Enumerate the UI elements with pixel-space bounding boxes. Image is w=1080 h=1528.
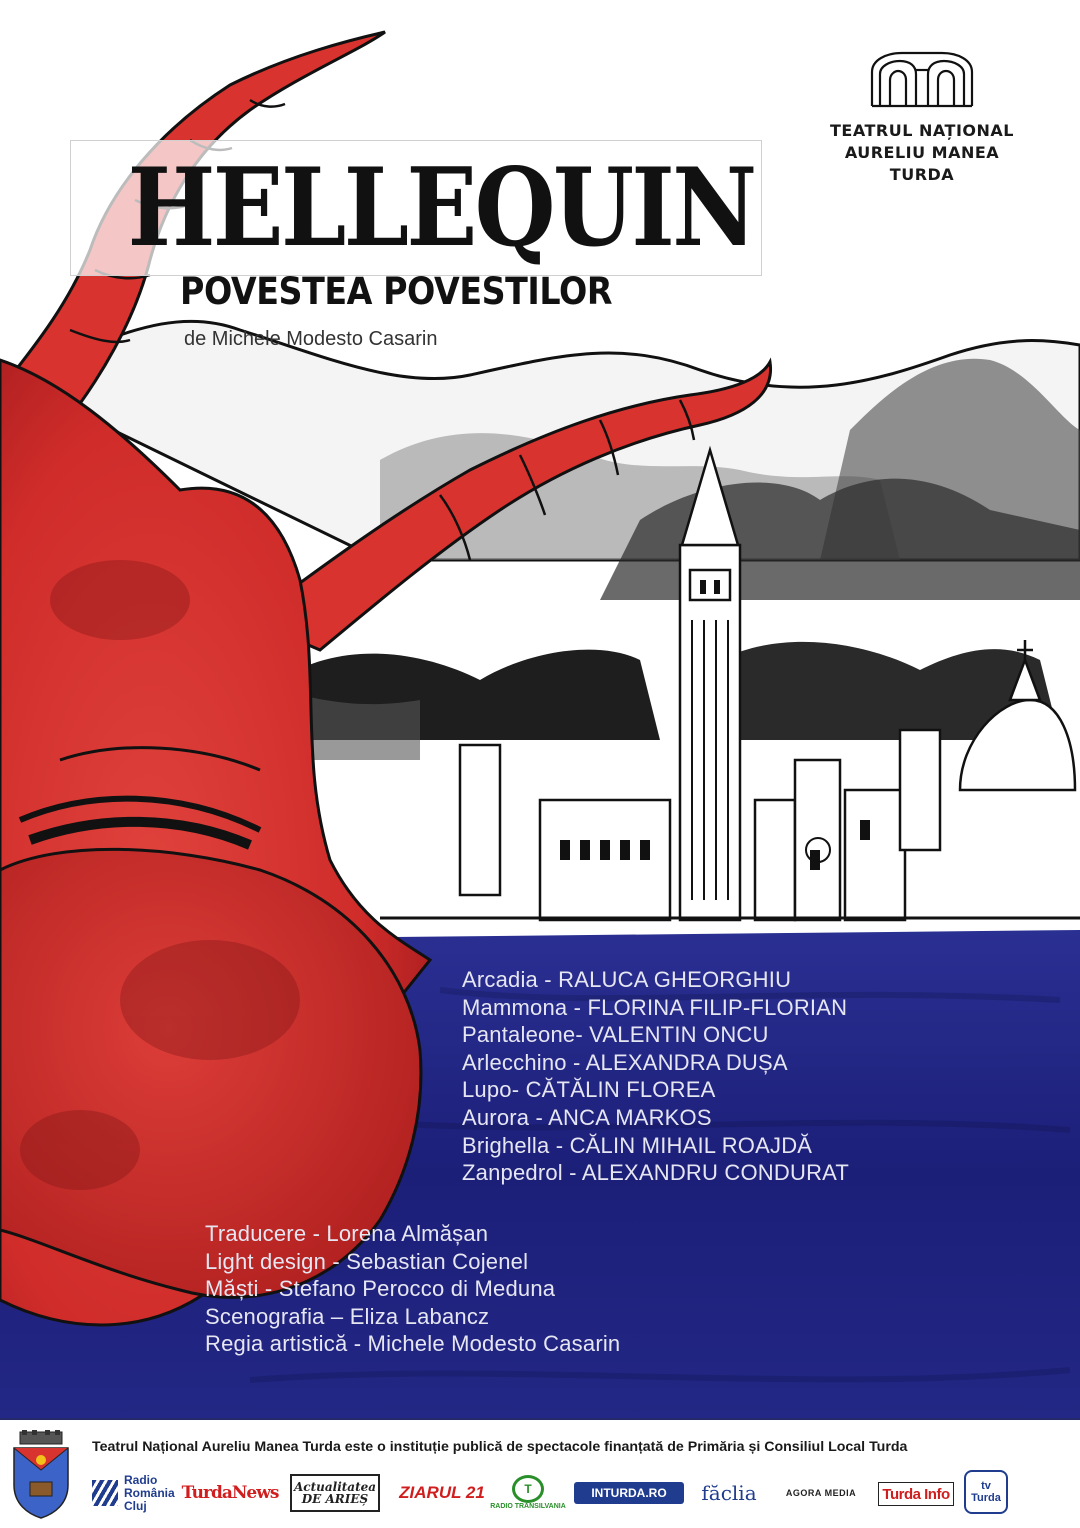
cast-role: Brighella: [462, 1132, 550, 1158]
credit-separator: -: [347, 1331, 368, 1357]
cast-item: [462, 994, 1022, 1022]
credit-item: [205, 1330, 825, 1358]
sponsor-logo: [290, 1474, 380, 1512]
cast-separator: -: [567, 994, 588, 1020]
credit-name: Eliza Labancz: [349, 1303, 490, 1329]
cast-separator: -: [529, 1104, 549, 1130]
cast-role: Lupo: [462, 1077, 512, 1103]
footer: [0, 1418, 1080, 1528]
cast-item: [462, 1049, 1022, 1077]
cast-actor: VALENTIN ONCU: [589, 1022, 769, 1048]
credit-role: Traducere: [205, 1221, 307, 1246]
sponsor-logo: [878, 1482, 954, 1506]
cast-item: [462, 1021, 1022, 1049]
cast-actor: FLORINA FILIP-FLORIAN: [587, 994, 848, 1020]
cast-separator: -: [538, 967, 559, 992]
sponsor-label: tv Turda: [971, 1480, 1001, 1504]
cast-role: Arlecchino: [462, 1049, 567, 1075]
sponsor-label: TurdaNews: [181, 1483, 279, 1503]
sponsor-label: Actualitatea DE ARIEȘ: [293, 1480, 377, 1506]
credit-role: Regia artistică: [205, 1331, 348, 1357]
cast-actor: CĂLIN MIHAIL ROAJDĂ: [569, 1132, 813, 1158]
cast-separator: -: [511, 1077, 526, 1103]
theatre-logo-icon: [868, 50, 976, 108]
credit-name: Lorena Almășan: [326, 1221, 489, 1246]
cast-role: Arcadia: [462, 967, 538, 992]
credits-list: [205, 1220, 825, 1358]
cast-actor: ALEXANDRU CONDURAT: [581, 1160, 850, 1186]
cast-separator: -: [562, 1160, 582, 1186]
cast-actor: ALEXANDRA DUȘA: [585, 1049, 788, 1075]
sponsor-label: Turda Info: [882, 1485, 950, 1503]
credit-role: Scenografia: [205, 1303, 325, 1329]
theatre-name: [820, 120, 1024, 186]
credit-separator: -: [306, 1221, 327, 1246]
sponsor-label: ZIARUL 21: [399, 1483, 485, 1502]
credit-name: Michele Modesto Casarin: [367, 1331, 621, 1357]
credit-role: Măști: [205, 1276, 259, 1302]
cast-separator: -: [575, 1022, 590, 1048]
sponsor-label: AGORA MEDIA: [785, 1488, 857, 1498]
cast-role: Aurora: [462, 1104, 530, 1130]
cast-item: [462, 1104, 1022, 1132]
sponsor-label: RADIO TRANSILVANIA: [490, 1503, 566, 1510]
footer-statement: Teatrul Național Aureliu Manea Turda este o instituție publică de spectacole finanțată de Primăria și Consiliul Local Turda: [92, 1439, 908, 1455]
cast-role: Zanpedrol: [462, 1160, 563, 1186]
sponsor-label: făclia: [701, 1481, 757, 1505]
cast-item: [462, 966, 1022, 994]
sponsor-logo: [181, 1474, 279, 1512]
sponsor-logo: [92, 1474, 184, 1512]
sponsor-logo: [772, 1474, 870, 1512]
credit-item: [205, 1303, 825, 1331]
credit-item: [205, 1220, 825, 1248]
sponsor-logo: [396, 1474, 488, 1512]
sponsor-label: INTURDA.RO: [591, 1486, 667, 1500]
theatre-name-line: AURELIU MANEA: [844, 143, 1000, 162]
credit-item: [205, 1248, 825, 1276]
sponsor-label: Radio România Cluj: [124, 1472, 175, 1513]
credit-separator: -: [258, 1276, 279, 1302]
cast-actor: RALUCA GHEORGHIU: [558, 967, 792, 992]
cast-item: [462, 1132, 1022, 1160]
cast-separator: -: [566, 1049, 586, 1075]
credit-separator: -: [326, 1248, 347, 1274]
credit-role: Light design: [205, 1248, 327, 1274]
sponsor-logo: [490, 1474, 566, 1512]
cast-item: [462, 1159, 1022, 1187]
cast-list: [462, 966, 1022, 1187]
show-author: de Michele Modesto Casarin: [184, 328, 438, 350]
credit-item: [205, 1275, 825, 1303]
credit-name: Sebastian Cojenel: [346, 1248, 529, 1274]
cast-actor: ANCA MARKOS: [548, 1104, 712, 1130]
sponsor-logo: [964, 1470, 1008, 1514]
cast-role: Mammona: [462, 994, 568, 1020]
sponsor-logos: [90, 1468, 1080, 1526]
show-title: HELLEQUIN: [127, 145, 755, 271]
credit-separator: –: [324, 1303, 350, 1329]
cast-item: [462, 1076, 1022, 1104]
sponsor-logo: [698, 1474, 760, 1512]
cast-role: Pantaleone: [462, 1022, 576, 1048]
sponsor-logo: [574, 1482, 684, 1504]
theatre-name-line: TURDA: [889, 165, 955, 184]
cast-separator: -: [549, 1132, 570, 1158]
show-subtitle: POVESTEA POVESTILOR: [180, 270, 613, 313]
radio-waves-icon: T: [512, 1475, 544, 1503]
credit-name: Stefano Perocco di Meduna: [278, 1276, 556, 1302]
cast-actor: CĂTĂLIN FLOREA: [525, 1077, 716, 1103]
turda-crest-icon: [10, 1430, 72, 1520]
theatre-name-line: TEATRUL NAȚIONAL: [830, 121, 1014, 140]
